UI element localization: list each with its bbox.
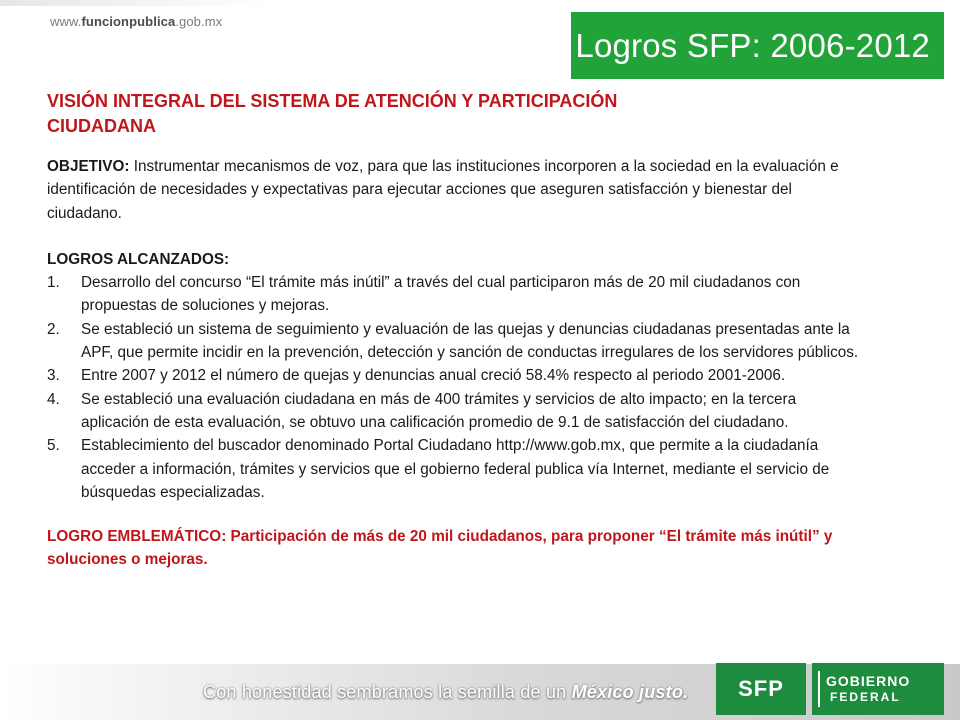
item-text: Entre 2007 y 2012 el número de quejas y denuncias anual creció 58.4% respecto al periodo 2001-2006.: [81, 367, 786, 385]
achievements-title: LOGROS ALCANZADOS:: [47, 250, 230, 268]
gob-logo-line2: FEDERAL: [830, 690, 901, 704]
achievement-item: [47, 271, 867, 318]
item-number: 3.: [47, 367, 60, 385]
achievement-item: [47, 434, 867, 504]
logo-divider: [818, 671, 820, 707]
url-suffix: .gob.mx: [175, 14, 223, 29]
item-number: 5.: [47, 437, 60, 455]
objective-paragraph: [47, 155, 867, 225]
sfp-logo: [716, 663, 806, 715]
top-decoration: [0, 0, 270, 6]
section-heading: VISIÓN INTEGRAL DEL SISTEMA DE ATENCIÓN Y PARTICIPACIÓN CIUDADANA: [47, 91, 618, 136]
item-text: Desarrollo del concurso “El trámite más inútil” a través del cual participaron más de 20 mil ciudadanos con propuestas de soluciones y mejoras.: [81, 274, 801, 315]
emblematic-achievement: LOGRO EMBLEMÁTICO: Participación de más de 20 mil ciudadanos, para proponer “El trámite más inútil” y soluciones o mejoras.: [47, 528, 833, 569]
url-brand: funcionpublica: [81, 14, 176, 29]
title-box: [571, 12, 944, 79]
slogan-emphasis: México justo.: [571, 682, 689, 702]
site-url: [50, 14, 222, 29]
item-text: Establecimiento del buscador denominado Portal Ciudadano http://www.gob.mx, que permite a la ciudadanía acceder a información, trámites y servicios que el gobierno federal publica vía Internet, mediante el servicio de búsquedas especializadas.: [81, 437, 830, 501]
achievements-list: [47, 271, 867, 504]
page-title: Logros SFP: 2006-2012: [575, 26, 930, 64]
footer-slogan: [203, 682, 688, 703]
item-number: 2.: [47, 320, 60, 338]
sfp-logo-text: SFP: [738, 676, 784, 701]
item-number: 1.: [47, 274, 60, 292]
url-prefix: www.: [50, 14, 82, 29]
gob-logo-line1: GOBIERNO: [826, 673, 911, 689]
achievement-item: [47, 318, 867, 365]
objective-text: Instrumentar mecanismos de voz, para que las instituciones incorporen a la sociedad en la evaluación e identificación de necesidades y expectativas para ejecutar acciones que aseguren satisfacción y bienestar del ciudadano.: [47, 158, 839, 222]
item-number: 4.: [47, 390, 60, 408]
slogan-text: Con honestidad sembramos la semilla de un: [203, 682, 572, 702]
body-text: [47, 155, 867, 572]
achievement-item: [47, 388, 867, 435]
objective-label: OBJETIVO:: [47, 158, 130, 175]
achievement-item: [47, 364, 867, 387]
gobierno-federal-logo: [812, 663, 944, 715]
item-text: Se estableció una evaluación ciudadana en más de 400 trámites y servicios de alto impacto; en la tercera aplicación de esta evaluación, se obtuvo una calificación promedio de 9.1 de satisfacción del ciudadano.: [81, 390, 797, 431]
item-text: Se estableció un sistema de seguimiento y evaluación de las quejas y denuncias ciudadanas presentadas ante la APF, que permite incidir en la prevención, detección y sanción de conductas irregulares de los servidores públicos.: [81, 320, 859, 362]
